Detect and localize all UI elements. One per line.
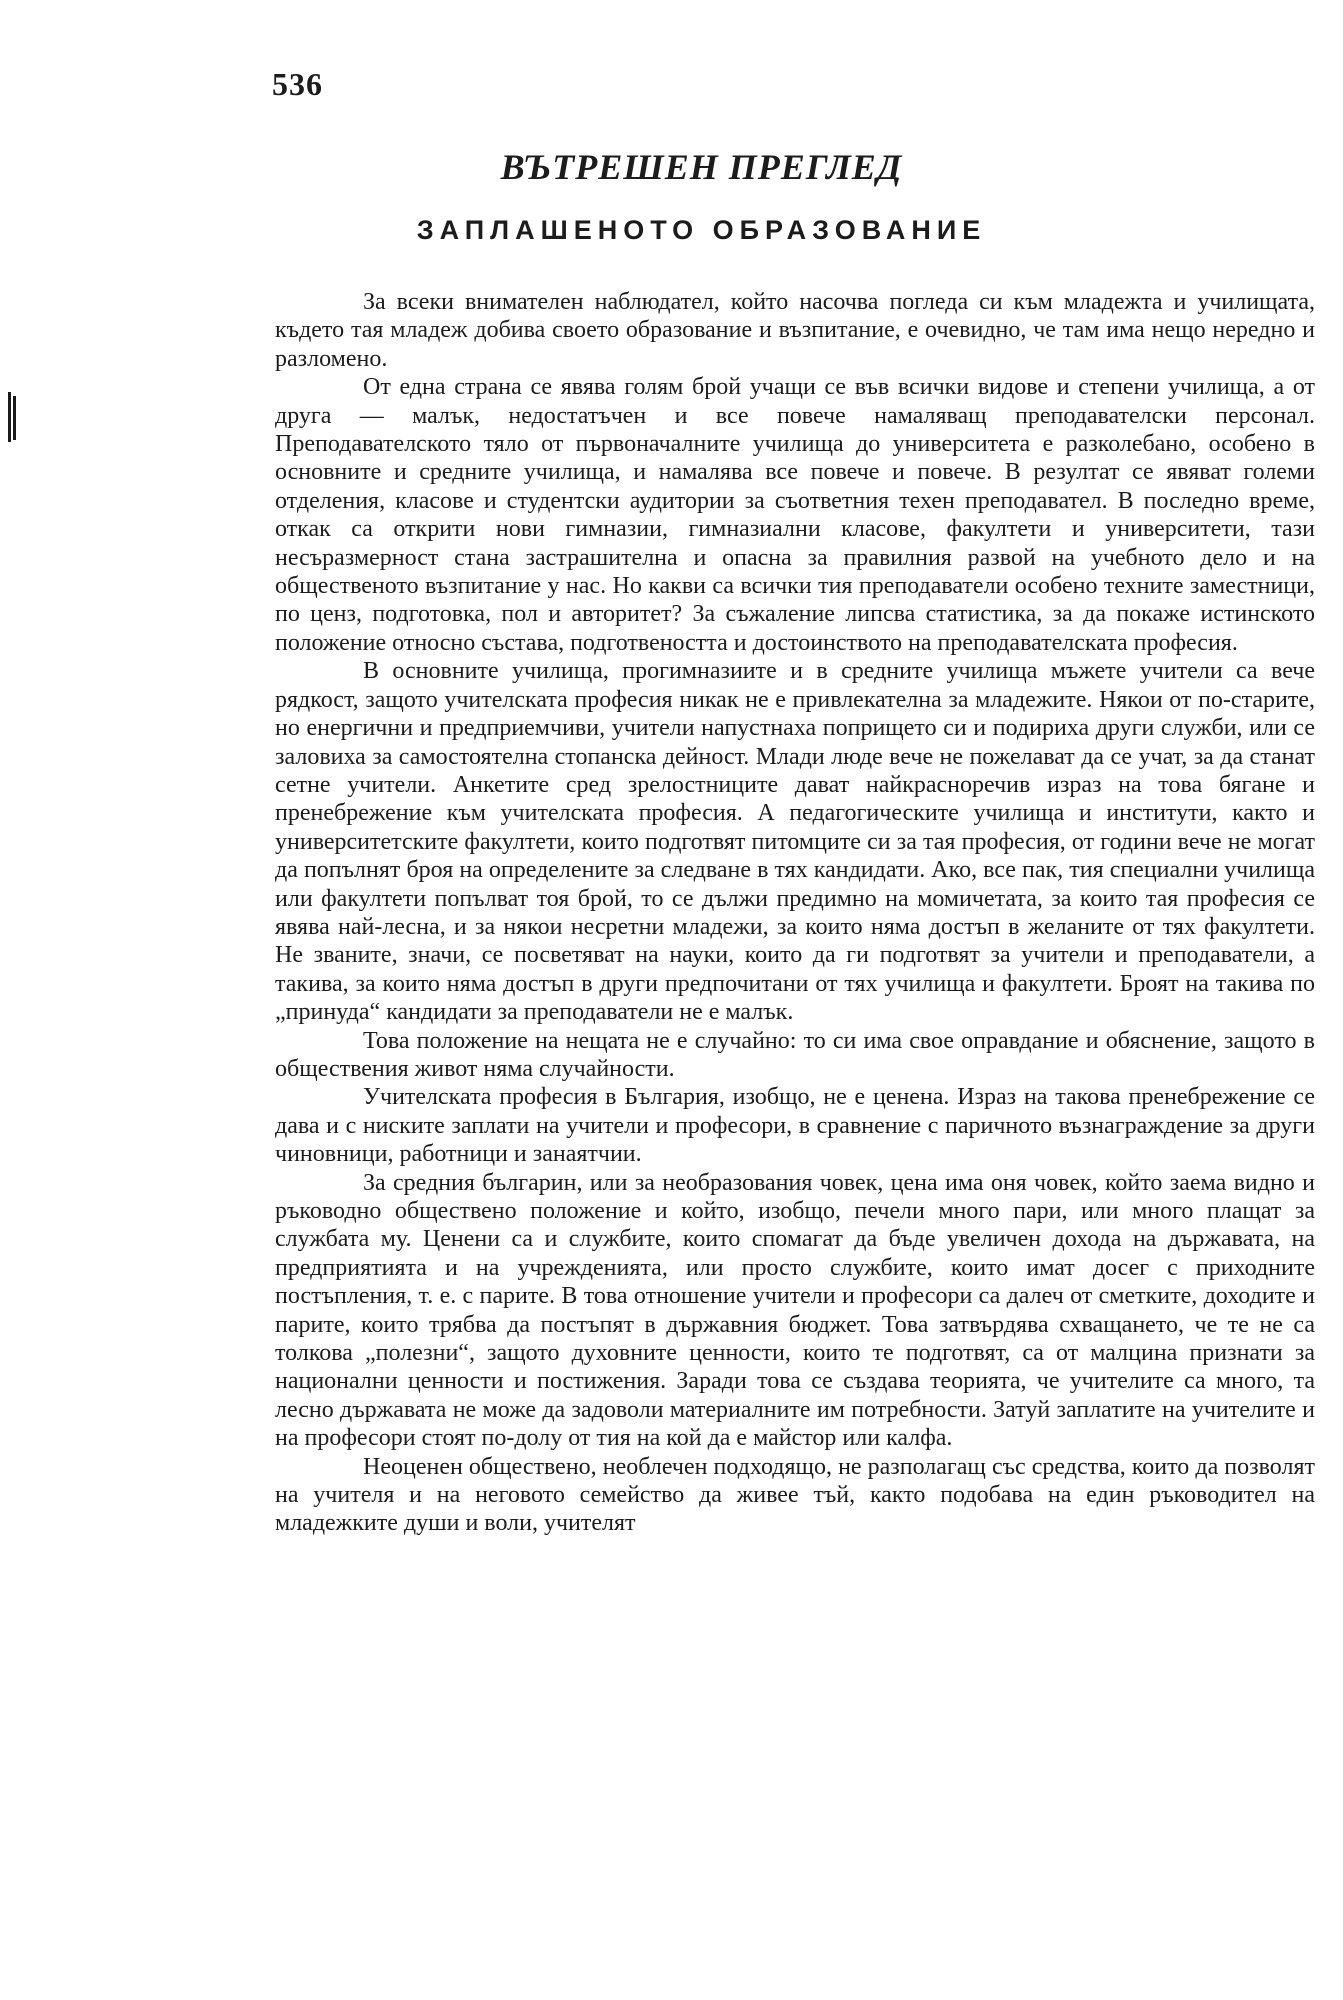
paragraph: Неоценен обществено, необлечен подходящо, не разполагащ със средства, които да позволят на учителя и на неговото семейство да живее тъй, както подобава на един ръководител на младежките души и воли, учителят <box>275 1453 1315 1537</box>
paragraph: В основните училища, прогимназиите и в средните училища мъжете учители са вече рядкост, защото учителската професия никак не е привлекателна за младежите. Някои от по-старите, но енергични и предприемчиви, учители напустнаха попрището си и подириха други служби, или се заловиха за самостоятелна стопанска дейност. Млади люде вече не пожелават да се учат, за да станат сетне учители. Анкетите сред зрелостниците дават найкрасноречив израз на това бягане и пренебрежение към учителската професия. А педагогическите училища и институти, както и университетските факултети, които подготвят питомците си за тая професия, от години вече не могат да попълнят броя на определените за следване в тях кандидати. Ако, все пак, тия специални училища или факултети попълват тоя брой, то се дължи предимно на момичетата, за които тая професия се явява най-лесна, и за някои несретни младежи, за които няма достъп в желаните от тях факултети. Не званите, значи, се посветяват на науки, които да ги подготвят за учители и преподаватели, а такива, за които няма достъп в други предпочитани от тях училища и факултети. Броят на такива по „принуда“ кандидати за преподаватели не е малък. <box>275 658 1315 1026</box>
paragraph: От една страна се явява голям брой учащи се във всички видове и степени училища, а от друга — малък, недостатъчен и все повече намаляващ преподавателски персонал. Преподавателското тяло от първоначалните училища до университета е разколебано, особено в основните и средните училища, и намалява все повече и повече. В резултат се явяват големи отделения, класове и студентски аудитории за съответния техен преподавател. В последно време, откак са открити нови гимназии, гимназиални класове, факултети и университети, тази несъразмерност стана застрашителна и опасна за правилния развой на учебното дело и на общественото възпитание у нас. Но какви са всички тия преподаватели особено техните заместници, по ценз, подготовка, пол и авторитет? За съжаление липсва статистика, за да покаже истинското положение относно състава, подготвеността и достоинството на преподавателската професия. <box>275 374 1315 656</box>
paragraph: За всеки внимателен наблюдател, който насочва погледа си към младежта и училищата, където тая младеж добива своето образование и възпитание, е очевидно, че там има нещо нередно и разломено. <box>275 289 1315 372</box>
article-title: ЗАПЛАШЕНОТО ОБРАЗОВАНИЕ <box>416 215 987 245</box>
paragraph: Учителската професия в България, изобщо, не е ценена. Израз на такова пренебрежение се дава и с ниските заплати на учители и професори, в сравнение с паричното възнаграждение за други чиновници, работници и занаятчии. <box>275 1084 1315 1168</box>
article-body <box>275 288 1315 1538</box>
paragraph: За средния българин, или за необразования човек, цена има оня човек, който заема видно и ръководно обществено положение и който, изобщо, печели много пари, или много плащат за службата му. Ценени са и службите, които спомагат да бъде увеличен дохода на държавата, на предприятията и на учрежденията, или просто службите, които имат досег с приходните постъпления, т. е. с парите. В това отношение учители и професори са далеч от сметките, доходите и парите, които трябва да постъпят в държавния бюджет. Това затвърдява схващането, че те не са толкова „полезни“, защото духовните ценности, които те подготвят, са от малцина признати за национални ценности и постижения. Заради това се създава теорията, че учителите са много, та лесно държавата не може да задоволи материалните им потребности. Затуй заплатите на учителите и на професори стоят по-долу от тия на кой да е майстор или калфа. <box>275 1169 1315 1452</box>
paragraph: Това положение на нещата не е случайно: то си има свое оправдание и обяснение, защото в обществения живот няма случайности. <box>275 1027 1315 1082</box>
section-title: ВЪТРЕШЕН ПРЕГЛЕД <box>500 147 903 187</box>
page-number: 536 <box>272 66 323 102</box>
margin-mark <box>8 392 16 442</box>
